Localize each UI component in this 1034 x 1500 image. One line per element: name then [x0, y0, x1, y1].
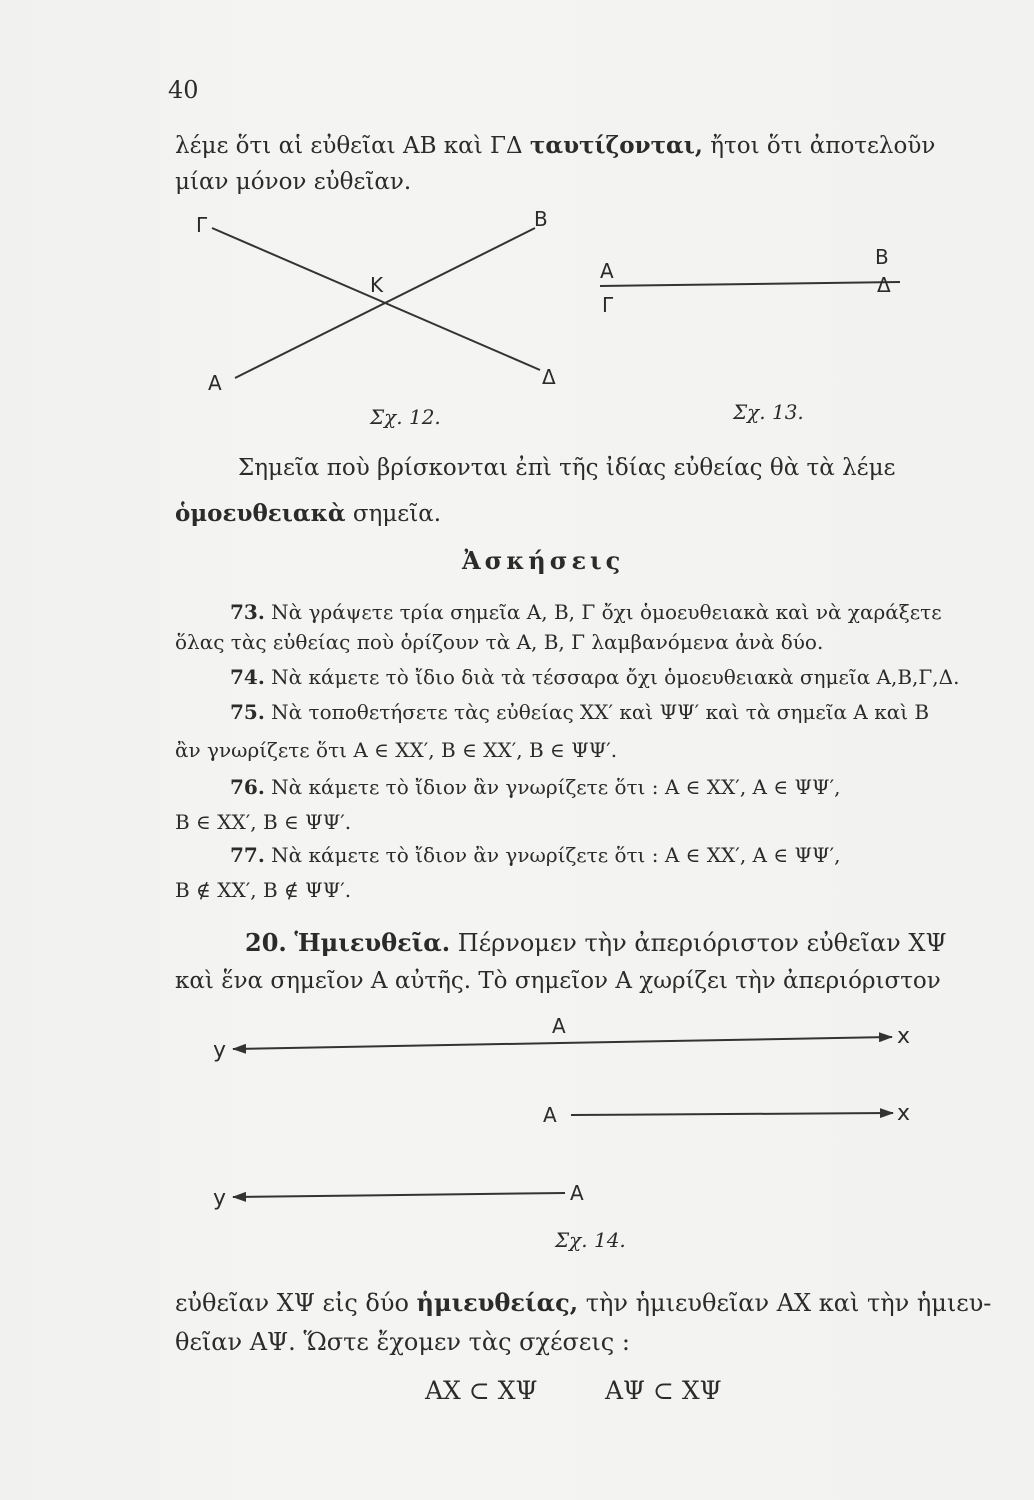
exercise-76-line-1	[230, 775, 840, 799]
exercise-75-line-1	[230, 700, 929, 724]
section-20-text: Πέρνομεν τὴν ἀπεριόριστον εὐθεῖαν ΧΨ	[457, 929, 947, 957]
fig14-label-x-top: x	[897, 1024, 911, 1049]
line-alpha-beta	[235, 228, 535, 378]
fig13-label-delta: Δ	[877, 273, 891, 297]
section-20-line-2: καὶ ἕνα σημεῖον Α αὐτῆς. Τὸ σημεῖον Α χωρίζει τὴν ἀπεριόριστον	[175, 968, 941, 994]
fig12-label-gamma: Γ	[196, 213, 208, 237]
closing-bold-term: ἡμιευθείας,	[416, 1288, 579, 1317]
fig14-label-y-top: y	[213, 1038, 227, 1063]
closing-text-start: εὐθεῖαν ΧΨ εἰς δύο	[175, 1289, 409, 1317]
exercise-73-line-2: ὅλας τὰς εὐθείας ποὺ ὁρίζουν τὰ Α, Β, Γ λαμβανόμενα ἀνὰ δύο.	[175, 630, 824, 654]
exercise-77-number: 77.	[230, 843, 265, 867]
fig13-caption: Σχ. 13.	[733, 400, 804, 424]
exercise-76-line-2: Β ∈ ΧΧ′, Β ∈ ΨΨ′.	[175, 810, 352, 834]
fig12-label-kappa: Κ	[370, 273, 384, 297]
exercise-75-text: Νὰ τοποθετήσετε τὰς εὐθείας ΧΧ′ καὶ ΨΨ′ καὶ τὰ σημεῖα Α καὶ Β	[271, 700, 930, 724]
collinear-bold-term: ὁμοευθειακὰ	[175, 500, 346, 527]
fig12-label-delta: Δ	[542, 365, 556, 389]
fig13-label-beta: Β	[875, 245, 889, 269]
ray-ax	[571, 1113, 893, 1115]
exercise-76-text: Νὰ κάμετε τὸ ἴδιον ἂν γνωρίζετε ὅτι : Α ∈ ΧΧ′, Α ∈ ΨΨ′,	[271, 775, 841, 799]
fig12-label-alpha: Α	[208, 371, 222, 395]
exercise-73-text: Νὰ γράψετε τρία σημεῖα Α, Β, Γ ὄχι ὁμοευθειακὰ καὶ νὰ χαράξετε	[271, 600, 942, 624]
exercise-74-line-1	[230, 665, 959, 689]
section-20-line-1	[245, 928, 947, 957]
relation-ay-subset-xy: ΑΨ ⊂ ΧΨ	[605, 1376, 722, 1405]
fig14-label-a-top: A	[552, 1014, 566, 1038]
figure-14	[195, 1005, 935, 1230]
line-xy-right	[560, 1037, 892, 1043]
intro-text-end: ἤτοι ὅτι ἀποτελοῦν	[710, 133, 936, 159]
exercise-77-line-1	[230, 843, 840, 867]
exercise-73-line-1	[230, 600, 942, 624]
exercises-heading: Ἀσκήσεις	[462, 546, 625, 575]
intro-text: λέμε ὅτι αἱ εὐθεῖαι ΑΒ καὶ ΓΔ	[175, 133, 523, 159]
collinear-line-1: Σημεῖα ποὺ βρίσκονται ἐπὶ τῆς ἰδίας εὐθείας θὰ τὰ λέμε	[238, 455, 896, 481]
closing-line-2: θεῖαν ΑΨ. Ὥστε ἔχομεν τὰς σχέσεις :	[175, 1328, 630, 1356]
fig14-label-a-bottom: A	[570, 1181, 584, 1205]
intro-bold-term: ταυτίζονται,	[529, 132, 703, 159]
exercise-74-number: 74.	[230, 665, 265, 689]
figure-13	[590, 240, 920, 320]
collinear-rest: σημεῖα.	[352, 501, 442, 527]
fig14-caption: Σχ. 14.	[555, 1228, 626, 1252]
section-20-title: Ἡμιευθεῖα.	[294, 928, 451, 957]
fig14-label-a-middle: A	[543, 1103, 557, 1127]
exercise-75-number: 75.	[230, 700, 265, 724]
ray-ay	[233, 1193, 565, 1197]
intro-line-2: μίαν μόνον εὐθεῖαν.	[175, 169, 412, 195]
closing-line-1	[175, 1288, 991, 1317]
figure-12	[190, 200, 570, 400]
exercise-74-text: Νὰ κάμετε τὸ ἴδιο διὰ τὰ τέσσαρα ὄχι ὁμοευθειακὰ σημεῖα Α,Β,Γ,Δ.	[271, 665, 960, 689]
line-xy-left	[233, 1043, 560, 1049]
exercise-76-number: 76.	[230, 775, 265, 799]
line-ab-gd	[600, 282, 900, 286]
intro-line-1	[175, 132, 935, 159]
exercise-77-line-2: Β ∉ ΧΧ′, Β ∉ ΨΨ′.	[175, 878, 352, 902]
relation-ax-subset-xy: ΑΧ ⊂ ΧΨ	[425, 1376, 538, 1405]
exercise-73-number: 73.	[230, 600, 265, 624]
collinear-line-2	[175, 500, 441, 527]
section-20-number: 20.	[245, 928, 287, 957]
fig12-label-beta: Β	[534, 207, 548, 231]
fig12-caption: Σχ. 12.	[370, 405, 441, 429]
fig13-label-alpha: Α	[600, 259, 614, 283]
page-number: 40	[168, 76, 199, 104]
exercise-77-text: Νὰ κάμετε τὸ ἴδιον ἂν γνωρίζετε ὅτι : Α ∈ ΧΧ′, Α ∈ ΨΨ′,	[271, 843, 841, 867]
fig14-label-y-bottom: y	[213, 1186, 227, 1211]
fig14-label-x-middle: x	[897, 1101, 911, 1126]
exercise-75-line-2: ἂν γνωρίζετε ὅτι Α ∈ ΧΧ′, Β ∈ ΧΧ′, Β ∈ ΨΨ′.	[175, 738, 618, 762]
fig13-label-gamma: Γ	[602, 293, 614, 317]
closing-text-end: τὴν ἡμιευθεῖαν ΑΧ καὶ τὴν ἡμιευ-	[585, 1289, 992, 1317]
